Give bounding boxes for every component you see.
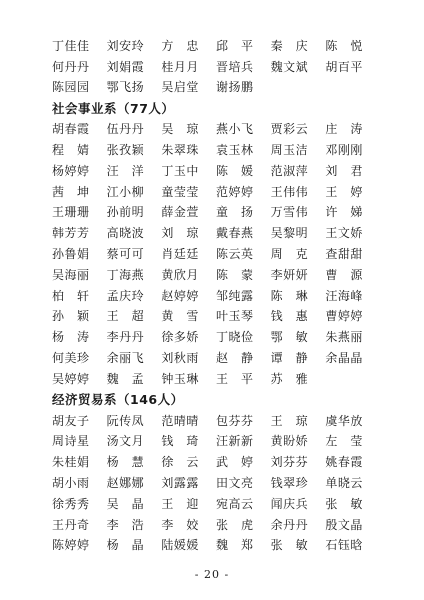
name-cell: 胡友子 — [52, 413, 90, 428]
name-cell: 肖廷廷 — [161, 247, 199, 262]
name-cell: 李 姣 — [161, 517, 199, 532]
name-cell: 童 扬 — [216, 205, 254, 220]
name-cell: 范婷婷 — [216, 184, 254, 199]
name-cell: 陈 琳 — [270, 288, 309, 303]
name-cell: 吴启堂 — [161, 80, 199, 95]
name-cell: 朱翠珠 — [161, 143, 199, 158]
name-row — [52, 77, 380, 98]
name-cell: 何丹丹 — [52, 59, 90, 74]
name-cell: 陈 媛 — [216, 163, 254, 178]
name-cell: 周 克 — [270, 247, 309, 262]
name-cell: 刘安玲 — [106, 38, 145, 53]
name-cell: 陈 悦 — [325, 38, 363, 53]
name-cell: 刘露露 — [161, 476, 199, 491]
name-cell: 丁海燕 — [106, 267, 145, 282]
name-cell: 王 超 — [106, 309, 145, 324]
name-cell: 徐秀秀 — [52, 496, 90, 511]
name-row — [52, 139, 380, 160]
name-cell: 查甜甜 — [325, 247, 363, 262]
name-cell: 杨 慧 — [106, 455, 145, 470]
name-row — [52, 264, 380, 285]
name-cell: 余丽飞 — [106, 351, 145, 366]
name-row — [52, 493, 380, 514]
name-cell: 邱 平 — [216, 38, 254, 53]
name-cell: 刘芬芬 — [270, 455, 309, 470]
name-cell: 庄 涛 — [325, 122, 363, 137]
section-heading-social-affairs: 社会事业系（77人） — [52, 100, 175, 116]
name-cell: 柏 轩 — [52, 288, 90, 303]
name-cell: 赵 静 — [216, 351, 254, 366]
name-cell: 李 浩 — [106, 517, 145, 532]
name-cell: 王伟伟 — [270, 184, 309, 199]
name-list-page — [52, 35, 380, 555]
name-cell: 黄 雪 — [161, 309, 199, 324]
name-row — [52, 160, 380, 181]
name-cell: 桂月月 — [161, 59, 199, 74]
name-cell: 王 琼 — [270, 413, 309, 428]
name-cell: 张 虎 — [216, 517, 254, 532]
name-cell: 吴 晶 — [106, 496, 145, 511]
name-cell: 晋培兵 — [216, 59, 254, 74]
name-cell: 刘娟霞 — [106, 59, 145, 74]
name-row — [52, 56, 380, 77]
name-cell: 王 迎 — [161, 496, 199, 511]
name-row — [52, 118, 380, 139]
name-cell: 蔡可可 — [106, 247, 145, 262]
name-cell: 贾彩云 — [270, 122, 309, 137]
name-cell: 宛高云 — [216, 496, 254, 511]
name-cell: 汪 洋 — [106, 163, 145, 178]
name-row — [52, 326, 380, 347]
name-cell: 韩芳芳 — [52, 226, 90, 241]
name-cell: 李丹丹 — [106, 330, 145, 345]
name-cell: 吴婷婷 — [52, 371, 90, 386]
name-cell: 丁晓俭 — [216, 330, 254, 345]
name-cell: 钱 琦 — [161, 434, 199, 449]
name-cell: 魏 郑 — [216, 538, 254, 553]
name-cell: 孙鲁娟 — [52, 247, 90, 262]
name-cell: 曹婷婷 — [325, 309, 363, 324]
name-cell: 徐多娇 — [161, 330, 199, 345]
name-cell: 姚春霞 — [325, 455, 363, 470]
page-number: - 20 - — [194, 568, 230, 581]
name-cell: 万雪伟 — [270, 205, 309, 220]
name-cell: 单晓云 — [325, 476, 363, 491]
name-cell: 李妍妍 — [270, 267, 309, 282]
name-cell: 王 平 — [216, 371, 254, 386]
name-cell: 孙 颖 — [52, 309, 90, 324]
name-cell: 闻庆兵 — [270, 496, 309, 511]
name-cell: 伍丹丹 — [106, 122, 145, 137]
name-cell: 钱翠珍 — [270, 476, 309, 491]
name-cell: 汪海峰 — [325, 288, 363, 303]
name-cell: 赵婷婷 — [161, 288, 199, 303]
name-cell: 陆媛媛 — [161, 538, 199, 553]
name-cell: 孙前明 — [106, 205, 145, 220]
name-cell: 汤文月 — [106, 434, 145, 449]
name-cell: 朱燕丽 — [325, 330, 363, 345]
name-cell: 范淑萍 — [270, 163, 309, 178]
name-cell: 江小柳 — [106, 184, 145, 199]
name-row — [52, 181, 380, 202]
name-row — [52, 472, 380, 493]
name-cell: 田文亮 — [216, 476, 254, 491]
name-cell: 秦 庆 — [270, 38, 309, 53]
name-row — [52, 222, 380, 243]
name-cell: 燕小飞 — [216, 122, 254, 137]
name-cell: 谭 静 — [270, 351, 309, 366]
name-cell: 范晴晴 — [161, 413, 199, 428]
name-cell: 魏文斌 — [270, 59, 309, 74]
name-cell: 杨 涛 — [52, 330, 90, 345]
name-cell: 孟庆玲 — [106, 288, 145, 303]
name-cell: 胡春霞 — [52, 122, 90, 137]
name-cell: 朱桂娟 — [52, 455, 90, 470]
name-cell: 胡百平 — [325, 59, 363, 74]
name-cell: 虞华放 — [325, 413, 363, 428]
name-cell: 陈 蒙 — [216, 267, 254, 282]
name-cell: 吴海丽 — [52, 267, 90, 282]
name-cell: 戴春燕 — [216, 226, 254, 241]
name-cell: 左 莹 — [325, 434, 363, 449]
name-cell: 程 婧 — [52, 143, 90, 158]
name-cell: 苏 雅 — [270, 371, 309, 386]
social-affairs-name-list — [52, 118, 380, 388]
name-cell: 汪新新 — [216, 434, 254, 449]
name-cell: 何美珍 — [52, 351, 90, 366]
name-cell: 余丹丹 — [270, 517, 309, 532]
name-row — [52, 368, 380, 389]
name-cell: 赵娜娜 — [106, 476, 145, 491]
name-row — [52, 202, 380, 223]
name-row — [52, 514, 380, 535]
name-cell: 薛金萱 — [161, 205, 199, 220]
name-cell: 周诗星 — [52, 434, 90, 449]
name-cell: 魏 孟 — [106, 371, 145, 386]
continued-name-list — [52, 35, 380, 97]
name-cell: 杨婷婷 — [52, 163, 90, 178]
name-row — [52, 35, 380, 56]
name-cell: 胡小雨 — [52, 476, 90, 491]
name-cell: 包芬芬 — [216, 413, 254, 428]
name-cell: 徐 云 — [161, 455, 199, 470]
name-cell: 丁佳佳 — [52, 38, 90, 53]
name-cell: 张孜颖 — [106, 143, 145, 158]
name-row — [52, 347, 380, 368]
name-row — [52, 285, 380, 306]
name-row — [52, 243, 380, 264]
name-cell: 童莹莹 — [161, 184, 199, 199]
name-cell: 钟玉琳 — [161, 371, 199, 386]
name-cell: 邹纯露 — [216, 288, 254, 303]
name-cell: 张 敏 — [270, 538, 309, 553]
name-cell: 黄盼娇 — [270, 434, 309, 449]
name-cell: 茜 坤 — [52, 184, 90, 199]
name-cell: 刘 君 — [325, 163, 363, 178]
name-row — [52, 451, 380, 472]
name-cell: 周玉洁 — [270, 143, 309, 158]
name-cell: 武 婷 — [216, 455, 254, 470]
name-cell: 石钰晗 — [325, 538, 363, 553]
name-cell: 吴 琼 — [161, 122, 199, 137]
name-cell: 邓刚刚 — [325, 143, 363, 158]
name-row — [52, 431, 380, 452]
name-row — [52, 410, 380, 431]
name-cell: 鄂飞扬 — [106, 80, 145, 95]
name-cell: 方 忠 — [161, 38, 199, 53]
name-cell: 王文娇 — [325, 226, 363, 241]
name-cell: 曹 源 — [325, 267, 363, 282]
name-cell: 余晶晶 — [325, 351, 363, 366]
name-cell: 张 敏 — [325, 496, 363, 511]
section-heading-economics-trade: 经济贸易系（146人） — [52, 392, 184, 408]
name-cell: 陈云英 — [216, 247, 254, 262]
name-cell: 陈园园 — [52, 80, 90, 95]
name-cell: 吴黎明 — [270, 226, 309, 241]
name-cell: 袁玉林 — [216, 143, 254, 158]
name-cell: 王珊珊 — [52, 205, 90, 220]
name-cell: 殷文晶 — [325, 517, 363, 532]
name-cell: 杨 晶 — [106, 538, 145, 553]
name-cell: 叶玉琴 — [216, 309, 254, 324]
name-cell: 许 娣 — [325, 205, 363, 220]
name-cell: 陈婷婷 — [52, 538, 90, 553]
name-cell: 刘秋雨 — [161, 351, 199, 366]
economics-trade-name-list — [52, 410, 380, 556]
name-cell: 王 婷 — [325, 184, 363, 199]
name-cell: 钱 惠 — [270, 309, 309, 324]
name-cell: 谢扬鹏 — [216, 80, 254, 95]
name-row — [52, 535, 380, 556]
name-cell: 丁玉中 — [161, 163, 199, 178]
name-cell: 刘 琼 — [161, 226, 199, 241]
name-cell: 黄欣月 — [161, 267, 199, 282]
name-cell: 阮传凤 — [106, 413, 145, 428]
name-cell: 鄂 敏 — [270, 330, 309, 345]
name-cell: 高晓波 — [106, 226, 145, 241]
name-cell: 王丹奇 — [52, 517, 90, 532]
name-row — [52, 306, 380, 327]
